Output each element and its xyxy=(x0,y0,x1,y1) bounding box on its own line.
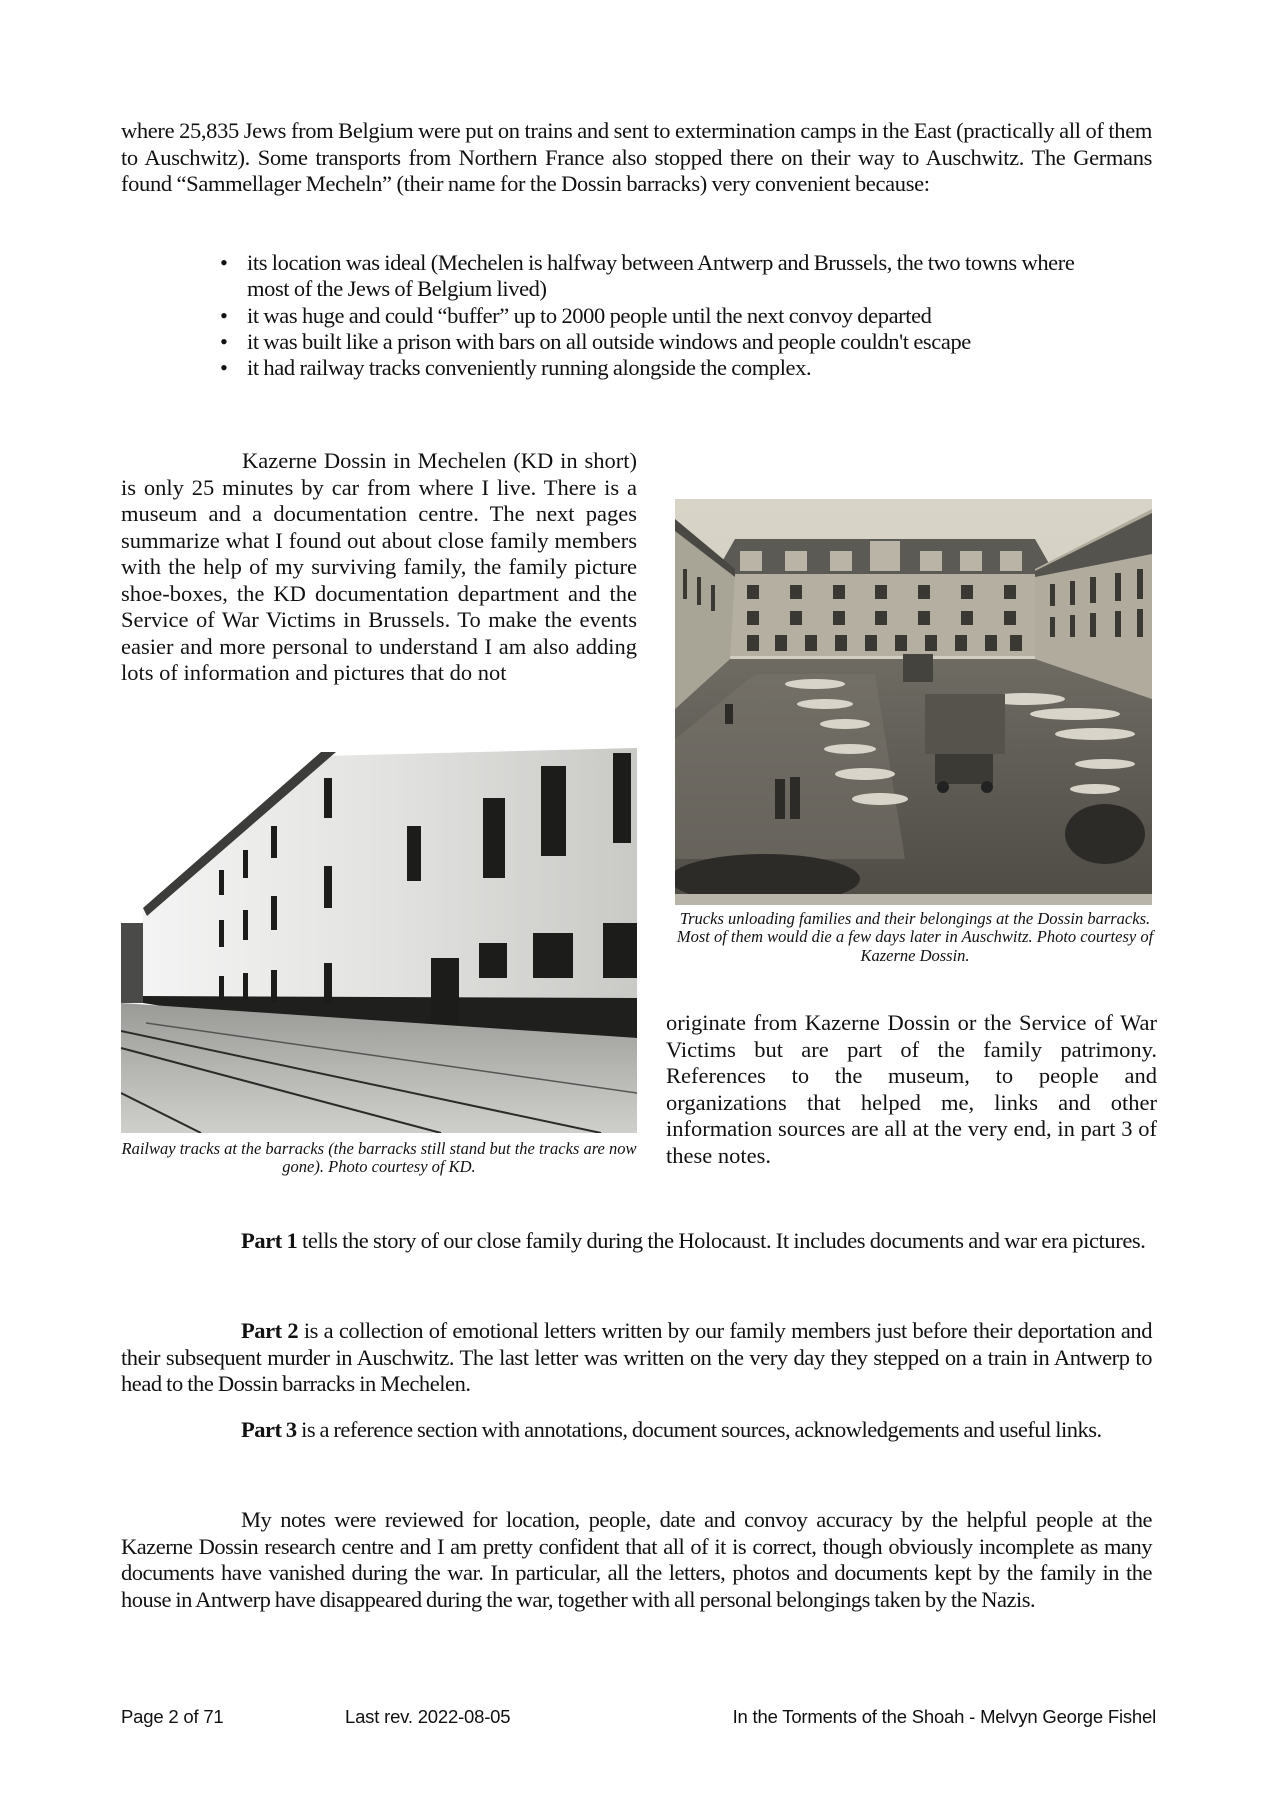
part-1-text: tells the story of our close family during the Holocaust. It includes documents and war era pictures. xyxy=(297,1228,1146,1253)
notes-paragraph: My notes were reviewed for location, people, date and convoy accuracy by the helpful people at the Kazerne Dossin research centre and I am pretty confident that all of it is correct, though obviously incomplete as many documents have vanished during the war. In particular, all the letters, photos and documents kept by the family in the house in Antwerp have disappeared during the war, together with all personal belongings taken by the Nazis. xyxy=(121,1507,1152,1612)
part-2-text: is a collection of emotional letters written by our family members just before their deportation and their subsequent murder in Auschwitz. The last letter was written on the very day they stepped on a train in Antwerp to head to the Dossin barracks in Mechelen. xyxy=(121,1318,1152,1396)
courtyard-photo xyxy=(675,499,1152,905)
part-3-paragraph xyxy=(121,1417,1152,1444)
part-3-label: Part 3 xyxy=(241,1417,297,1442)
kd-paragraph-text: Kazerne Dossin in Mechelen (KD in short) is only 25 minutes by car from where I live. There is a museum and a documentation centre. The next pages summarize what I found out about close family members with the help of my surviving family, the family picture shoe-boxes, the KD documentation department and the Service of War Victims in Brussels. To make the events easier and more personal to understand I am also adding lots of information and pictures that do not xyxy=(121,448,637,685)
bullet-icon: • xyxy=(220,328,228,354)
part-2-paragraph xyxy=(121,1318,1152,1398)
list-item-text: it had railway tracks conveniently running alongside the complex. xyxy=(247,355,812,381)
document-title: In the Torments of the Shoah - Melvyn George Fishel xyxy=(732,1706,1156,1727)
list-item xyxy=(220,303,1100,329)
page-number: Page 2 of 71 xyxy=(121,1706,224,1727)
bullet-icon: • xyxy=(220,250,228,275)
railway-photo-image xyxy=(121,748,637,1133)
page-footer xyxy=(121,1706,1156,1730)
courtyard-photo-caption: Trucks unloading families and their belongings at the Dossin barracks. Most of them would die a few days later in Auschwitz. Photo courtesy of Kazerne Dossin. xyxy=(676,909,1154,965)
list-item xyxy=(220,250,1100,303)
revision-date: Last rev. 2022-08-05 xyxy=(345,1706,511,1727)
part-3-text: is a reference section with annotations, document sources, acknowledgements and useful links. xyxy=(296,1417,1102,1442)
bullet-icon: • xyxy=(220,355,228,381)
list-item-text: it was built like a prison with bars on all outside windows and people couldn't escape xyxy=(247,328,971,354)
bullet-icon: • xyxy=(220,302,228,328)
courtyard-photo-image xyxy=(675,499,1152,905)
part-1-label: Part 1 xyxy=(241,1228,298,1253)
kd-paragraph-right-column: originate from Kazerne Dossin or the Service of War Victims but are part of the family patrimony. References to the museum, to people and organizations that helped me, links and other information sources are all at the very end, in part 3 of these notes. xyxy=(666,1010,1157,1168)
reasons-list xyxy=(220,250,1100,381)
kd-paragraph-left-column xyxy=(121,448,637,687)
list-item xyxy=(220,355,1100,381)
part-2-label: Part 2 xyxy=(241,1318,299,1343)
intro-paragraph: where 25,835 Jews from Belgium were put on trains and sent to extermination camps in the East (practically all of them to Auschwitz). Some transports from Northern France also stopped there on their way to Auschwitz. The Germans found “Sammellager Mecheln” (their name for the Dossin barracks) very convenient because: xyxy=(121,118,1152,196)
railway-photo xyxy=(121,748,637,1133)
list-item xyxy=(220,329,1100,355)
list-item-text: it was huge and could “buffer” up to 2000 people until the next convoy departed xyxy=(247,302,932,328)
part-1-paragraph xyxy=(121,1228,1152,1255)
railway-photo-caption: Railway tracks at the barracks (the barracks still stand but the tracks are now gone). Photo courtesy of KD. xyxy=(121,1139,637,1177)
list-item-text: its location was ideal (Mechelen is halfway between Antwerp and Brussels, the two towns where most of the Jews of Belgium lived) xyxy=(247,250,1075,302)
